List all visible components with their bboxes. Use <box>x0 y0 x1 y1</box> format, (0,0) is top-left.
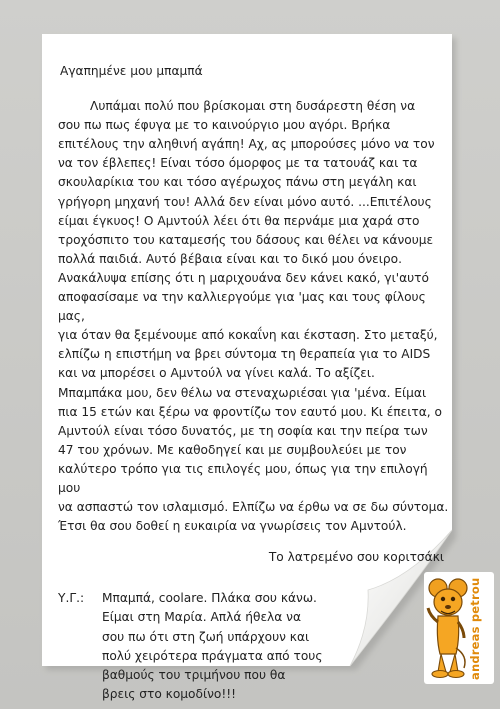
signature: Το λατρεμένο σου κοριτσάκι <box>268 550 444 565</box>
letter <box>58 62 450 704</box>
postscript <box>58 589 450 704</box>
letter-body: Λυπάμαι πολύ που βρίσκομαι στη δυσάρεστη θέση να σου πω πως έφυγα με το καινούργιο μου αγόρι. Βρήκα επιτέλους την αληθινή αγάπη! Αχ, ας μπορούσες μόνο να τον να τον έβλεπες! Είναι τόσο όμορφος με τα τατουάζ και τα σκουλαρίκια του και τόσο αγέρωχος πάνω στη μεγάλη και γρήγορη μηχανή του! Αλλά δεν είναι μόνο αυτό. ...Επιτέλους είμαι έγκυος! Ο Αμντούλ λέει ότι θα περνάμε μια χαρά στο τροχόσπιτο του καταμεσής του δάσους και θέλει να κάνουμε πολλά παιδιά. Αυτό βέβαια είναι και το δικό μου όνειρο. Ανακάλυψα επίσης ότι η μαριχουάνα δεν κάνει κακό, γι'αυτό αποφασίσαμε να την καλλιεργούμε για 'μας και τους φίλους μας, για όταν θα ξεμένουμε από κοκαΐνη και έκσταση. Στο μεταξύ, ελπίζω η επιστήμη να βρει σύντομα τη θεραπεία για το AIDS και να μπορέσει ο Αμντούλ να γίνει καλά. Το αξίζει. Μπαμπάκα μου, δεν θέλω να στεναχωριέσαι για 'μένα. Είμαι πια 15 ετών και ξέρω να φροντίζω τον εαυτό μου. Κι έπειτα, ο Αμντούλ είναι τόσο δυνατός, με τη σοφία και την πείρα των 47 του χρόνων. Με καθοδηγεί και με συμβουλεύει με τον καλύτερο τρόπο για τις επιλογές μου, όπως για την επιλογή μου να ασπαστώ τον ισλαμισμό. Ελπίζω να έρθω να σε δω σύντομα. Έτσι θα σου δοθεί η ευκαιρία να γνωρίσεις τον Αμντούλ. <box>58 99 449 534</box>
greeting: Αγαπημένε μου μπαμπά <box>60 64 203 78</box>
brand-name: andreas petrou <box>468 577 482 681</box>
postscript-label: Υ.Γ.: <box>58 591 85 606</box>
postscript-text: Μπαμπά, coolare. Πλάκα σου κάνω. Είμαι στη Μαρία. Απλά ήθελα να σου πω ότι στη ζωή υπάρχουν και πολύ χειρότερα πράγματα από τους βαθμούς του τριμήνου που θα βρεις στο κομοδίνο!!! <box>102 591 323 701</box>
